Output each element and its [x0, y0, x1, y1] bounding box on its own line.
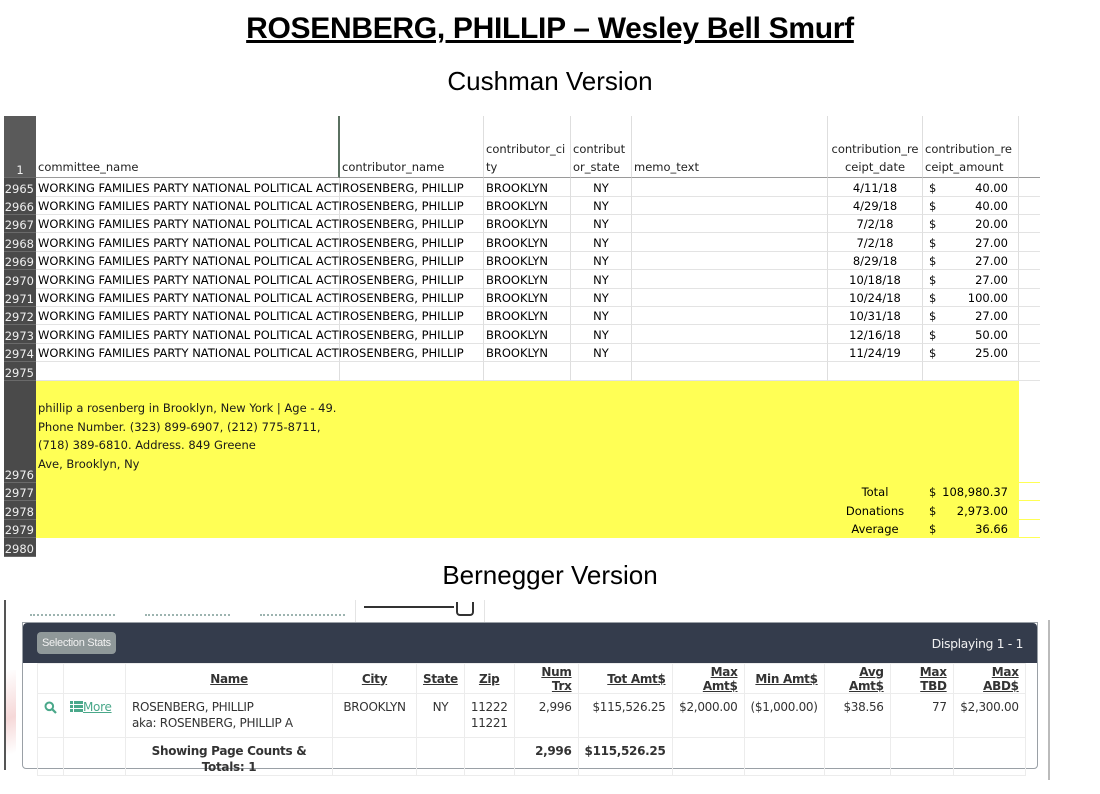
- contributor-aka: aka: ROSENBERG, PHILLIP A: [132, 716, 293, 730]
- state-cell[interactable]: NY: [571, 196, 632, 215]
- summary-value: 36.66: [975, 522, 1008, 536]
- state-cell[interactable]: NY: [571, 233, 632, 252]
- max-abd-cell: $2,300.00: [953, 694, 1025, 738]
- empty-cell[interactable]: [1019, 270, 1040, 289]
- row-number[interactable]: 2978: [4, 501, 36, 520]
- empty-cell[interactable]: [1019, 178, 1040, 197]
- empty-cell[interactable]: [36, 520, 828, 539]
- empty-cell[interactable]: [1019, 362, 1040, 381]
- summary-row: [4, 501, 1040, 520]
- amount-cell[interactable]: [923, 233, 1019, 252]
- amount-cell[interactable]: [923, 288, 1019, 307]
- table-row: [4, 307, 1040, 326]
- row-number[interactable]: 2966: [4, 196, 36, 215]
- column-header-num-trx[interactable]: Num Trx: [514, 664, 578, 694]
- committee-name-cell[interactable]: WORKING FAMILIES PARTY NATIONAL POLITICAL ACTI: [36, 288, 340, 307]
- currency-symbol: $: [929, 346, 937, 361]
- city-cell[interactable]: BROOKLYN: [484, 307, 571, 326]
- state-cell[interactable]: NY: [571, 252, 632, 271]
- currency-symbol: $: [929, 254, 937, 269]
- amount-value: 27.00: [975, 272, 1008, 287]
- table-row: [4, 325, 1040, 344]
- bernegger-section-title: Bernegger Version: [442, 560, 658, 590]
- header-row: [4, 116, 1040, 178]
- empty-cell[interactable]: [632, 362, 828, 381]
- more-link[interactable]: More: [83, 700, 112, 714]
- amount-value: 100.00: [967, 290, 1008, 305]
- empty-cell[interactable]: [36, 362, 340, 381]
- zip-value: 11221: [470, 716, 508, 730]
- committee-name-cell[interactable]: WORKING FAMILIES PARTY NATIONAL POLITICAL ACTI: [36, 215, 340, 234]
- amount-cell[interactable]: [923, 344, 1019, 363]
- results-panel: [22, 622, 1038, 774]
- amount-value: 50.00: [975, 327, 1008, 342]
- city-cell[interactable]: BROOKLYN: [484, 233, 571, 252]
- more-cell[interactable]: [64, 694, 126, 738]
- bernegger-panel-area: [0, 600, 1054, 794]
- currency-symbol: $: [929, 522, 937, 536]
- last-row: [4, 538, 1040, 557]
- empty-cell[interactable]: [1019, 196, 1040, 215]
- memo-cell[interactable]: [632, 196, 828, 215]
- table-header-row: [38, 664, 1026, 694]
- empty-cell: [953, 738, 1025, 776]
- avg-amt-cell: $38.56: [824, 694, 890, 738]
- tab-close-icon[interactable]: [456, 602, 474, 616]
- cushman-spreadsheet: [4, 116, 1040, 556]
- table-row: [4, 215, 1040, 234]
- column-header-committee-name[interactable]: committee_name: [36, 116, 340, 178]
- row-number[interactable]: 2980: [4, 538, 36, 557]
- contributor-name-cell[interactable]: ROSENBERG, PHILLIP: [340, 344, 484, 363]
- state-cell[interactable]: NY: [571, 325, 632, 344]
- currency-symbol: $: [929, 180, 937, 195]
- amount-cell[interactable]: [923, 196, 1019, 215]
- state-cell[interactable]: NY: [571, 215, 632, 234]
- empty-cell: [417, 738, 465, 776]
- amount-value: 27.00: [975, 235, 1008, 250]
- city-cell[interactable]: BROOKLYN: [484, 215, 571, 234]
- committee-name-cell[interactable]: WORKING FAMILIES PARTY NATIONAL POLITICAL ACTI: [36, 178, 340, 197]
- empty-cell[interactable]: [1019, 381, 1040, 483]
- currency-symbol: $: [929, 272, 937, 287]
- column-header-max-amt[interactable]: Max Amt$: [672, 664, 744, 694]
- summary-label[interactable]: Total: [828, 483, 923, 502]
- empty-cell: [38, 738, 64, 776]
- table-row: [4, 233, 1040, 252]
- memo-cell[interactable]: [632, 233, 828, 252]
- state-cell[interactable]: NY: [571, 270, 632, 289]
- committee-name-cell[interactable]: WORKING FAMILIES PARTY NATIONAL POLITICAL ACTI: [36, 233, 340, 252]
- memo-cell[interactable]: [632, 270, 828, 289]
- currency-symbol: $: [929, 309, 937, 324]
- empty-cell: [333, 738, 417, 776]
- column-header-name[interactable]: Name: [126, 664, 333, 694]
- summary-value: 2,973.00: [956, 503, 1008, 518]
- city-cell[interactable]: BROOKLYN: [484, 344, 571, 363]
- column-header-memo-text[interactable]: memo_text: [632, 116, 828, 178]
- empty-cell: [464, 738, 514, 776]
- date-cell[interactable]: 10/18/18: [828, 270, 923, 289]
- currency-symbol: $: [929, 290, 937, 305]
- note-line: phillip a rosenberg in Brooklyn, New York | Age - 49.: [38, 401, 337, 415]
- committee-name-cell[interactable]: WORKING FAMILIES PARTY NATIONAL POLITICAL ACTI: [36, 252, 340, 271]
- state-cell[interactable]: NY: [571, 344, 632, 363]
- results-table: [37, 663, 1026, 776]
- column-header-zip[interactable]: Zip: [464, 664, 514, 694]
- row-number[interactable]: 2974: [4, 344, 36, 363]
- tot-amt-cell: $115,526.25: [578, 694, 672, 738]
- contributor-name-cell[interactable]: ROSENBERG, PHILLIP: [340, 252, 484, 271]
- table-row: [38, 694, 1026, 738]
- column-header-contributor-city[interactable]: contributor_ci ty: [484, 116, 571, 178]
- row-number[interactable]: 2968: [4, 233, 36, 252]
- background-decoration: [6, 670, 16, 790]
- empty-cell[interactable]: [1019, 325, 1040, 344]
- column-header-avg-amt[interactable]: Avg Amt$: [824, 664, 890, 694]
- contributor-name-cell[interactable]: ROSENBERG, PHILLIP: [340, 270, 484, 289]
- empty-cell[interactable]: [1019, 483, 1040, 502]
- empty-cell: [824, 738, 890, 776]
- amount-cell[interactable]: [923, 215, 1019, 234]
- contact-note: [38, 399, 336, 473]
- table-row: [4, 196, 1040, 215]
- zip-value: 11222: [470, 700, 508, 714]
- selection-stats-button[interactable]: Selection Stats: [37, 632, 116, 654]
- committee-name-cell[interactable]: WORKING FAMILIES PARTY NATIONAL POLITICAL ACTI: [36, 196, 340, 215]
- date-cell[interactable]: 10/24/18: [828, 288, 923, 307]
- empty-cell[interactable]: [36, 501, 828, 520]
- row-number[interactable]: 2977: [4, 483, 36, 502]
- contributor-name-cell[interactable]: ROSENBERG, PHILLIP: [340, 178, 484, 197]
- table-row: [4, 252, 1040, 271]
- amount-value: 40.00: [975, 180, 1008, 195]
- row-number[interactable]: 2970: [4, 270, 36, 289]
- amount-cell[interactable]: [923, 307, 1019, 326]
- amount-cell[interactable]: [923, 270, 1019, 289]
- column-header-contributor-state[interactable]: contribut or_state: [571, 116, 632, 178]
- empty-cell[interactable]: [1019, 288, 1040, 307]
- row-number[interactable]: 2973: [4, 325, 36, 344]
- totals-row: [38, 738, 1026, 776]
- empty-cell: [64, 738, 126, 776]
- cushman-section-title: Cushman Version: [447, 66, 653, 96]
- totals-label: Showing Page Counts & Totals: 1: [126, 738, 333, 776]
- contributor-name-cell[interactable]: ROSENBERG, PHILLIP: [340, 288, 484, 307]
- zip-cell: [464, 694, 514, 738]
- column-header-min-amt[interactable]: Min Amt$: [744, 664, 824, 694]
- memo-cell[interactable]: [632, 344, 828, 363]
- memo-cell[interactable]: [632, 307, 828, 326]
- table-row: [4, 288, 1040, 307]
- max-amt-cell: $2,000.00: [672, 694, 744, 738]
- empty-cell[interactable]: [484, 362, 571, 381]
- currency-symbol: $: [929, 485, 937, 499]
- table-row: [4, 270, 1040, 289]
- memo-cell[interactable]: [632, 215, 828, 234]
- summary-value-cell[interactable]: [923, 520, 1019, 539]
- num-trx-cell: 2,996: [514, 694, 578, 738]
- tab-truncated[interactable]: [30, 614, 115, 616]
- city-cell[interactable]: BROOKLYN: [484, 270, 571, 289]
- tab-truncated[interactable]: [145, 614, 230, 616]
- empty-cell[interactable]: [1019, 344, 1040, 363]
- summary-row: [4, 520, 1040, 539]
- amount-cell[interactable]: [923, 325, 1019, 344]
- city-cell[interactable]: BROOKLYN: [484, 325, 571, 344]
- amount-value: 27.00: [975, 254, 1008, 269]
- tab-active[interactable]: [355, 600, 485, 624]
- committee-name-cell[interactable]: WORKING FAMILIES PARTY NATIONAL POLITICAL ACTI: [36, 325, 340, 344]
- memo-cell[interactable]: [632, 325, 828, 344]
- committee-name-cell[interactable]: WORKING FAMILIES PARTY NATIONAL POLITICAL ACTI: [36, 344, 340, 363]
- amount-value: 27.00: [975, 309, 1008, 324]
- currency-symbol: $: [929, 198, 937, 213]
- memo-cell[interactable]: [632, 178, 828, 197]
- date-cell[interactable]: 11/24/19: [828, 344, 923, 363]
- column-header-city[interactable]: City: [333, 664, 417, 694]
- empty-cell[interactable]: [1019, 307, 1040, 326]
- empty-cell[interactable]: [571, 362, 632, 381]
- amount-value: 20.00: [975, 217, 1008, 232]
- empty-cell[interactable]: [1019, 215, 1040, 234]
- column-header-contributor-name[interactable]: contributor_name: [340, 116, 484, 178]
- empty-cell[interactable]: [1019, 233, 1040, 252]
- row-number[interactable]: 2972: [4, 307, 36, 326]
- empty-cell[interactable]: [1019, 520, 1040, 539]
- list-icon: [70, 701, 83, 712]
- amount-cell[interactable]: [923, 178, 1019, 197]
- date-cell[interactable]: 12/16/18: [828, 325, 923, 344]
- empty-row: [4, 362, 1040, 381]
- city-cell[interactable]: BROOKLYN: [484, 288, 571, 307]
- empty-cell[interactable]: [1019, 501, 1040, 520]
- contributor-name-cell[interactable]: ROSENBERG, PHILLIP: [340, 196, 484, 215]
- total-tot-amt: $115,526.25: [578, 738, 672, 776]
- date-cell[interactable]: 4/29/18: [828, 196, 923, 215]
- date-cell[interactable]: 10/31/18: [828, 307, 923, 326]
- row-number[interactable]: 2976: [4, 381, 36, 483]
- scrollbar[interactable]: [1048, 620, 1050, 780]
- committee-name-cell[interactable]: WORKING FAMILIES PARTY NATIONAL POLITICAL ACTI: [36, 307, 340, 326]
- search-cell[interactable]: [38, 694, 64, 738]
- table-row: [4, 178, 1040, 197]
- memo-cell[interactable]: [632, 288, 828, 307]
- summary-value-cell[interactable]: [923, 483, 1019, 502]
- empty-cell: [890, 738, 953, 776]
- amount-cell[interactable]: [923, 252, 1019, 271]
- date-cell[interactable]: 7/2/18: [828, 233, 923, 252]
- empty-cell[interactable]: [36, 483, 828, 502]
- tab-strip: [30, 600, 345, 622]
- empty-cell[interactable]: [340, 362, 484, 381]
- state-cell: NY: [417, 694, 465, 738]
- tab-label-truncated: [364, 606, 454, 608]
- column-header-max-tbd[interactable]: Max TBD: [890, 664, 953, 694]
- date-cell[interactable]: 8/29/18: [828, 252, 923, 271]
- state-cell[interactable]: NY: [571, 288, 632, 307]
- displaying-count: Displaying 1 - 1: [931, 635, 1023, 651]
- amount-value: 25.00: [975, 346, 1008, 361]
- row-number[interactable]: 2965: [4, 178, 36, 197]
- city-cell[interactable]: BROOKLYN: [484, 196, 571, 215]
- table-row: [4, 344, 1040, 363]
- empty-cell: [744, 738, 824, 776]
- name-cell: [126, 694, 333, 738]
- tab-truncated[interactable]: [260, 614, 345, 616]
- memo-cell[interactable]: [632, 252, 828, 271]
- search-icon[interactable]: [44, 701, 57, 714]
- column-header-blank: [64, 664, 126, 694]
- row-number[interactable]: 2969: [4, 252, 36, 271]
- contributor-name-cell[interactable]: ROSENBERG, PHILLIP: [340, 325, 484, 344]
- city-cell: BROOKLYN: [333, 694, 417, 738]
- panel-header-bar: [23, 623, 1037, 663]
- date-cell[interactable]: 7/2/18: [828, 215, 923, 234]
- column-header-receipt-date[interactable]: contribution_re ceipt_date: [828, 116, 923, 178]
- total-num-trx: 2,996: [514, 738, 578, 776]
- row-number[interactable]: 2971: [4, 288, 36, 307]
- column-header-max-abd[interactable]: Max ABD$: [953, 664, 1025, 694]
- city-cell[interactable]: BROOKLYN: [484, 178, 571, 197]
- empty-cell: [672, 738, 744, 776]
- column-header-blank: [38, 664, 64, 694]
- contributor-name-cell[interactable]: ROSENBERG, PHILLIP: [340, 233, 484, 252]
- contributor-name-cell[interactable]: ROSENBERG, PHILLIP: [340, 215, 484, 234]
- row-number[interactable]: 2975: [4, 362, 36, 381]
- note-line: (718) 389-6810. Address. 849 Greene: [38, 438, 256, 452]
- row-number[interactable]: 2967: [4, 215, 36, 234]
- summary-row: [4, 483, 1040, 502]
- date-cell[interactable]: 4/11/18: [828, 178, 923, 197]
- note-line: Ave, Brooklyn, Ny: [38, 456, 140, 471]
- summary-label[interactable]: Average: [828, 520, 923, 539]
- min-amt-cell: ($1,000.00): [744, 694, 824, 738]
- empty-cell[interactable]: [923, 362, 1019, 381]
- empty-cell[interactable]: [1019, 252, 1040, 271]
- row-number[interactable]: 1: [4, 116, 36, 178]
- currency-symbol: $: [929, 503, 937, 518]
- empty-cell[interactable]: [828, 362, 923, 381]
- state-cell[interactable]: NY: [571, 178, 632, 197]
- committee-name-cell[interactable]: WORKING FAMILIES PARTY NATIONAL POLITICAL ACTI: [36, 270, 340, 289]
- column-header-state[interactable]: State: [417, 664, 465, 694]
- summary-label[interactable]: Donations: [828, 501, 923, 520]
- column-header-tot-amt[interactable]: Tot Amt$: [578, 664, 672, 694]
- max-tbd-cell: 77: [890, 694, 953, 738]
- city-cell[interactable]: BROOKLYN: [484, 252, 571, 271]
- column-header-receipt-amount[interactable]: contribution_re ceipt_amount: [923, 116, 1019, 178]
- summary-value: 108,980.37: [942, 485, 1008, 499]
- state-cell[interactable]: NY: [571, 307, 632, 326]
- contributor-name-cell[interactable]: ROSENBERG, PHILLIP: [340, 307, 484, 326]
- amount-value: 40.00: [975, 198, 1008, 213]
- empty-cell[interactable]: [1019, 116, 1040, 178]
- currency-symbol: $: [929, 327, 937, 342]
- note-line: Phone Number. (323) 899-6907, (212) 775-8711,: [38, 419, 321, 434]
- contributor-name: ROSENBERG, PHILLIP: [132, 700, 254, 714]
- row-number[interactable]: 2979: [4, 520, 36, 539]
- page-title: ROSENBERG, PHILLIP – Wesley Bell Smurf: [246, 12, 854, 45]
- currency-symbol: $: [929, 217, 937, 232]
- currency-symbol: $: [929, 235, 937, 250]
- summary-value-cell[interactable]: [923, 501, 1019, 520]
